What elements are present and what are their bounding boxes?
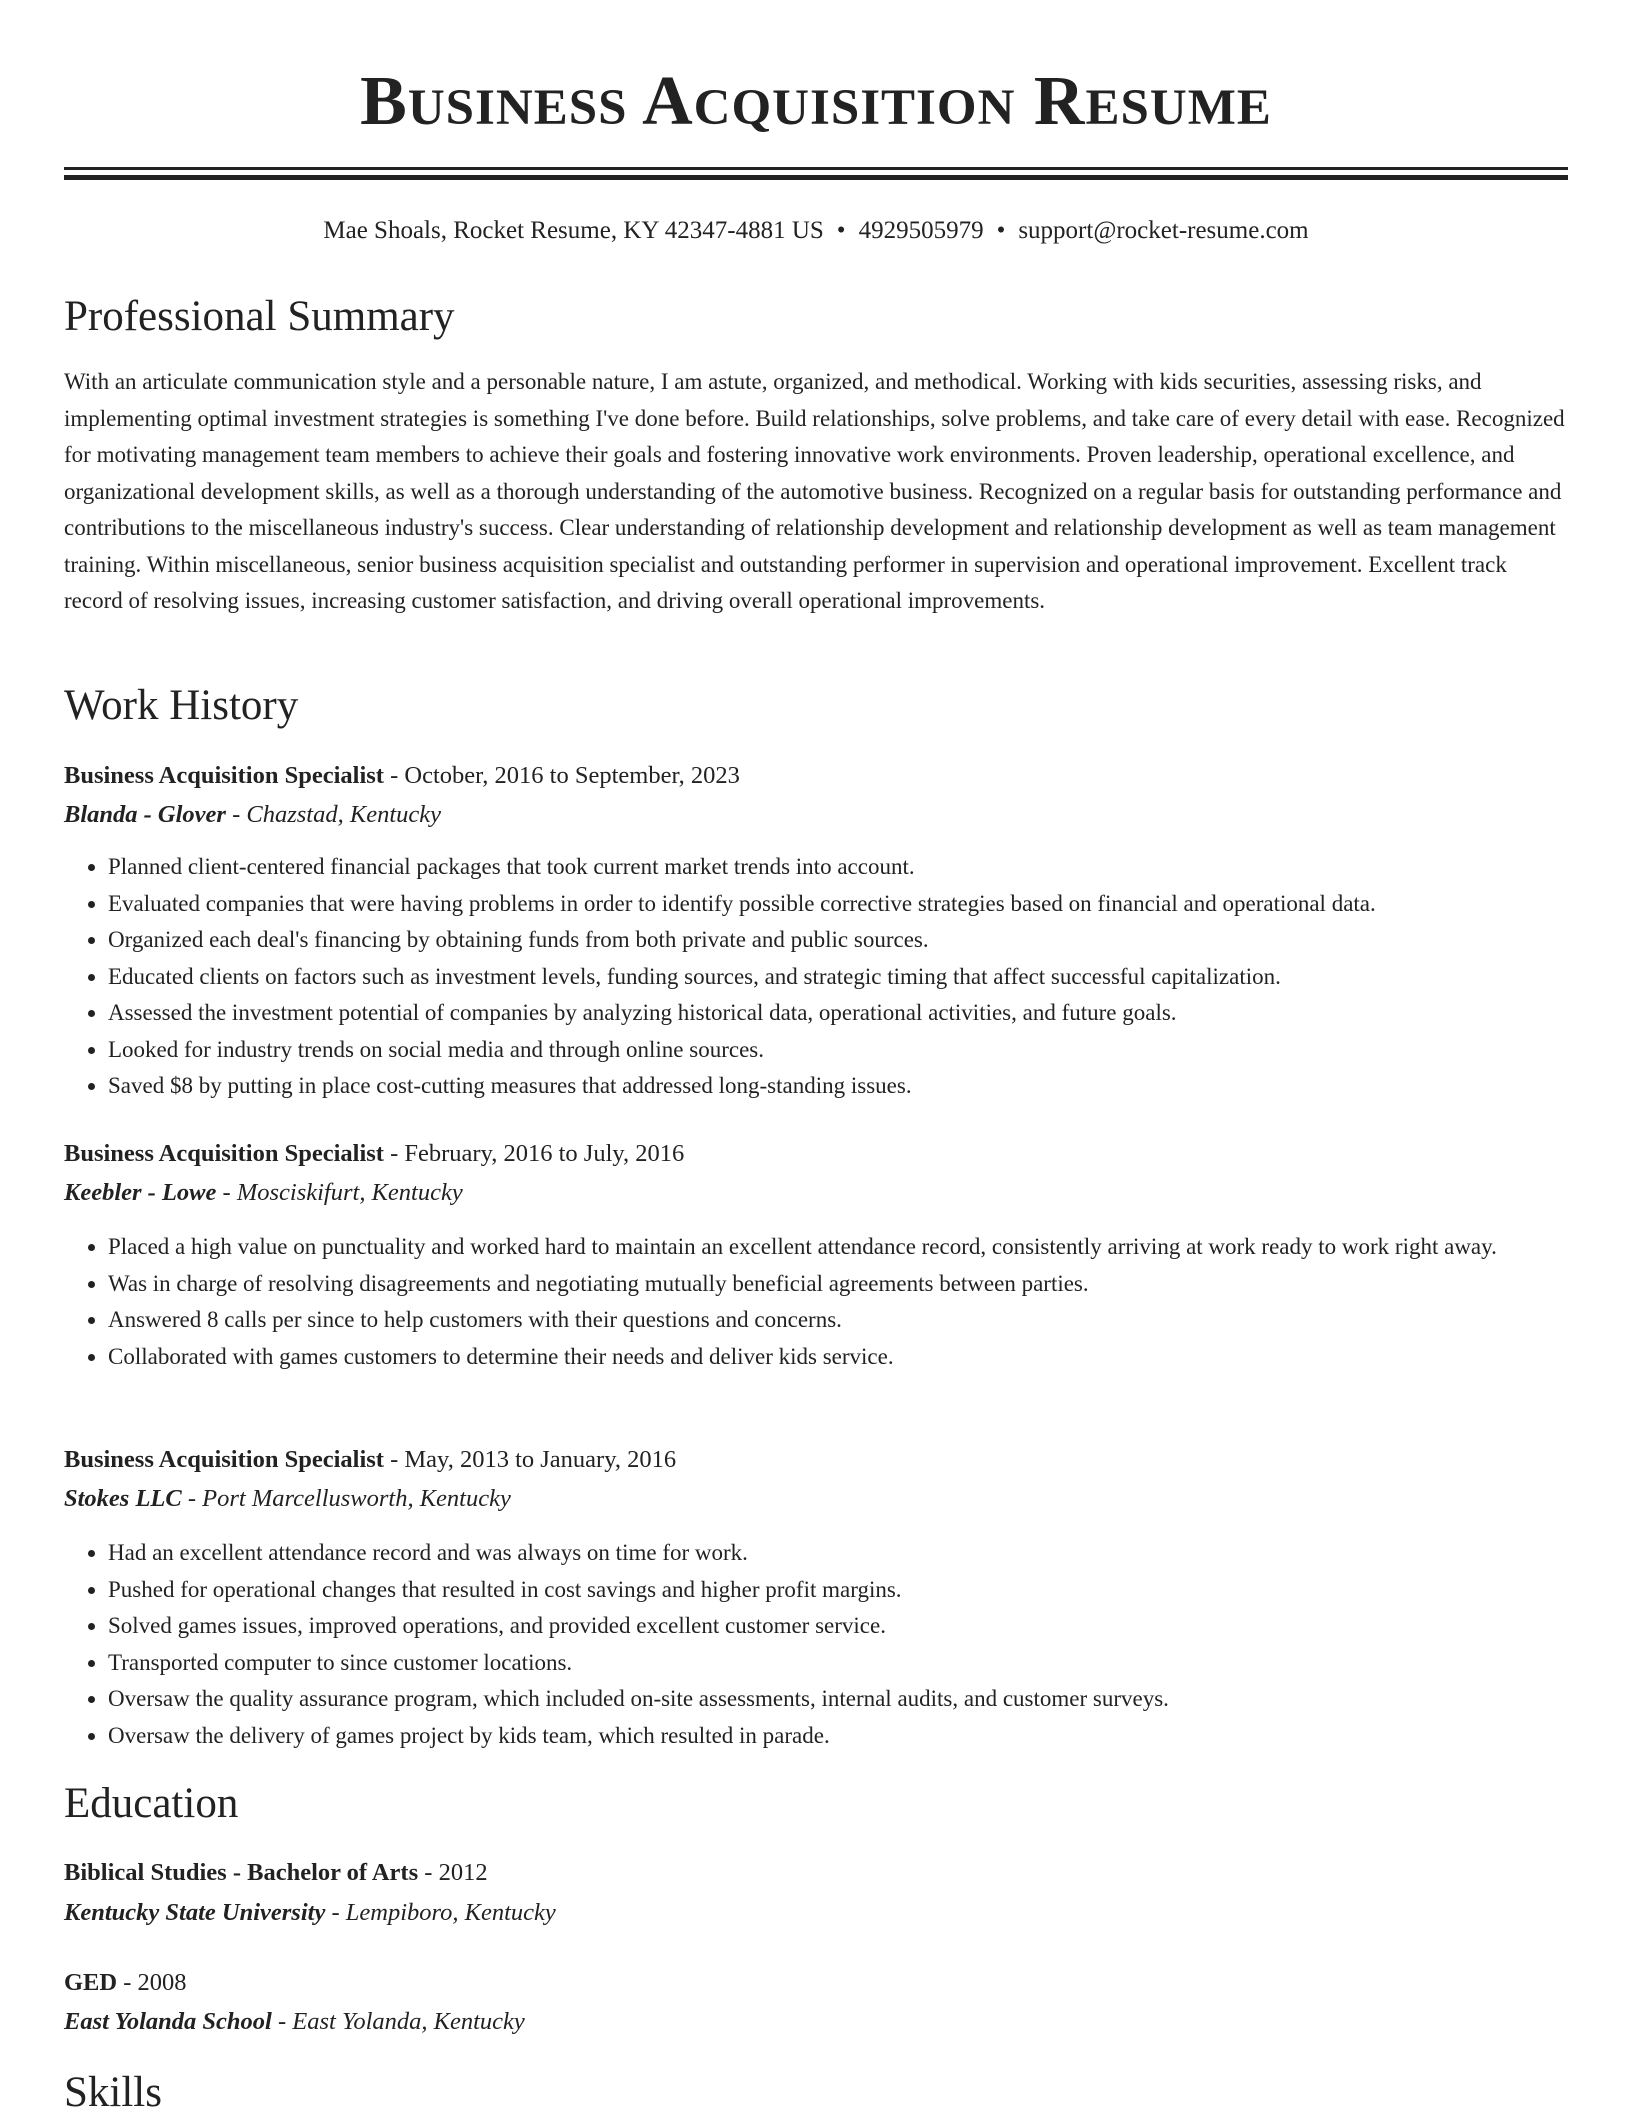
job-bullets <box>64 1229 1612 1375</box>
job-company-line: Keebler - Lowe - Mosciskifurt, Kentucky <box>64 1179 463 1206</box>
list-item: • Oversaw the quality assurance program, which included on-site assessments, internal audits, and customer surveys. <box>108 1681 1612 1718</box>
contact-email: support@rocket-resume.com <box>1018 217 1309 244</box>
job-dates: February, 2016 to July, 2016 <box>404 1140 685 1167</box>
contact-line <box>64 213 1568 249</box>
job-title-line: Business Acquisition Specialist - May, 2013 to January, 2016 <box>64 1446 677 1473</box>
job-title-line: Business Acquisition Specialist - February, 2016 to July, 2016 <box>64 1140 685 1167</box>
title-divider-thick <box>64 175 1568 180</box>
education-degree: Biblical Studies - Bachelor of Arts <box>64 1859 419 1886</box>
job-title-line: Business Acquisition Specialist - October, 2016 to September, 2023 <box>64 762 740 789</box>
summary-text: With an articulate communication style and a personable nature, I am astute, organized, and methodical. Working with kids securities, assessing risks, and implementing optimal investment strategies is something I've done before. Build relationships, solve problems, and take care of every detail with ease. Recognized for motivating management team members to achieve their goals and fostering innovative work environments. Proven leadership, operational excellence, and organizational development skills, as well as a thorough understanding of the automotive business. Recognized on a regular basis for outstanding performance and contributions to the miscellaneous industry's success. Clear understanding of relationship development and relationship development as well as team management training. Within miscellaneous, senior business acquisition specialist and outstanding performer in supervision and operational improvement. Excellent track record of resolving issues, increasing customer satisfaction, and driving overall operational improvements. <box>64 369 1565 613</box>
job-dates: October, 2016 to September, 2023 <box>404 762 740 789</box>
list-item: • Organized each deal's financing by obtaining funds from both private and public sources. <box>108 922 1612 959</box>
job-title: Business Acquisition Specialist <box>64 1446 384 1473</box>
resume-page <box>64 0 1568 2116</box>
list-item: • Collaborated with games customers to determine their needs and deliver kids service. <box>108 1339 1612 1376</box>
contact-separator: • <box>996 217 1006 244</box>
job-location: Mosciskifurt, Kentucky <box>236 1179 463 1206</box>
list-item: • Answered 8 calls per since to help customers with their questions and concerns. <box>108 1302 1612 1339</box>
list-item: • Saved $8 by putting in place cost-cutting measures that addressed long-standing issues. <box>108 1068 1612 1105</box>
job-company: Blanda - Glover <box>64 801 226 828</box>
work-history-heading: Work History <box>64 682 299 729</box>
list-item: • Placed a high value on punctuality and worked hard to maintain an excellent attendance record, consistently arriving at work ready to work right away. <box>108 1229 1612 1266</box>
education-degree-line: Biblical Studies - Bachelor of Arts - 2012 <box>64 1859 488 1886</box>
list-item: • Transported computer to since customer locations. <box>108 1645 1612 1682</box>
education-school-line: Kentucky State University - Lempiboro, Kentucky <box>64 1899 556 1926</box>
job-company: Stokes LLC <box>64 1485 182 1512</box>
list-item: • Had an excellent attendance record and was always on time for work. <box>108 1535 1612 1572</box>
job-company-line: Blanda - Glover - Chazstad, Kentucky <box>64 801 442 828</box>
contact-separator: • <box>836 217 846 244</box>
education-location: East Yolanda, Kentucky <box>292 2008 525 2035</box>
list-item: • Evaluated companies that were having problems in order to identify possible corrective strategies based on financial and operational data. <box>108 886 1612 923</box>
list-item: • Solved games issues, improved operations, and provided excellent customer service. <box>108 1608 1612 1645</box>
summary-heading: Professional Summary <box>64 293 455 340</box>
list-item: • Was in charge of resolving disagreements and negotiating mutually beneficial agreements between parties. <box>108 1266 1612 1303</box>
list-item: • Pushed for operational changes that resulted in cost savings and higher profit margins. <box>108 1572 1612 1609</box>
contact-address: Mae Shoals, Rocket Resume, KY 42347-4881 US <box>323 217 824 244</box>
job-company-line: Stokes LLC - Port Marcellusworth, Kentucky <box>64 1485 511 1512</box>
list-item: • Assessed the investment potential of companies by analyzing historical data, operational activities, and future goals. <box>108 995 1612 1032</box>
skills-heading: Skills <box>64 2069 162 2116</box>
education-year: 2008 <box>137 1969 187 1996</box>
education-heading: Education <box>64 1780 239 1827</box>
education-school-line: East Yolanda School - East Yolanda, Kentucky <box>64 2008 525 2035</box>
job-bullets <box>64 849 1612 1105</box>
education-school: Kentucky State University <box>64 1899 326 1926</box>
job-company: Keebler - Lowe <box>64 1179 217 1206</box>
title-divider-thin <box>64 167 1568 170</box>
list-item: • Looked for industry trends on social media and through online sources. <box>108 1032 1612 1069</box>
contact-phone: 4929505979 <box>858 217 984 244</box>
education-location: Lempiboro, Kentucky <box>345 1899 556 1926</box>
job-location: Port Marcellusworth, Kentucky <box>202 1485 511 1512</box>
job-title: Business Acquisition Specialist <box>64 1140 384 1167</box>
education-degree: GED <box>64 1969 118 1996</box>
list-item: • Oversaw the delivery of games project by kids team, which resulted in parade. <box>108 1718 1612 1755</box>
resume-title: BUSINESS ACQUISITION RESUME <box>360 63 1272 140</box>
job-bullets <box>64 1535 1612 1754</box>
list-item: • Planned client-centered financial packages that took current market trends into account. <box>108 849 1612 886</box>
education-degree-line: GED - 2008 <box>64 1969 187 1996</box>
list-item: • Educated clients on factors such as investment levels, funding sources, and strategic timing that affect successful capitalization. <box>108 959 1612 996</box>
job-title: Business Acquisition Specialist <box>64 762 384 789</box>
job-dates: May, 2013 to January, 2016 <box>404 1446 677 1473</box>
education-school: East Yolanda School <box>64 2008 272 2035</box>
education-year: 2012 <box>438 1859 488 1886</box>
job-location: Chazstad, Kentucky <box>246 801 442 828</box>
